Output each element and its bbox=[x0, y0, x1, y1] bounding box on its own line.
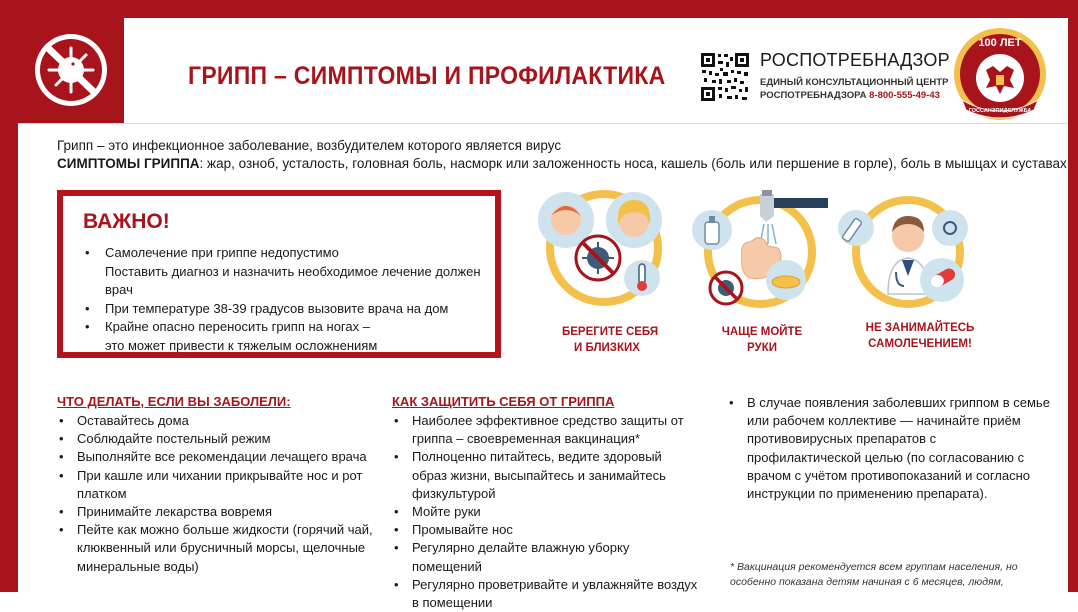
col2-heading: КАК ЗАЩИТИТЬ СЕБЯ ОТ ГРИППА bbox=[392, 394, 615, 409]
important-item: • Крайне опасно переносить грипп на ногах – это может привести к тяжелым осложнениям bbox=[83, 318, 495, 355]
hotline-phone: 8-800-555-49-43 bbox=[869, 90, 940, 101]
list-item: • Мойте руки bbox=[392, 503, 700, 521]
list-item: • Регулярно делайте влажную уборку помещений bbox=[392, 539, 700, 575]
list-item: • При кашле или чихании прикрывайте нос и рот платком bbox=[57, 467, 375, 503]
symptoms-label: СИМПТОМЫ ГРИППА bbox=[57, 156, 200, 171]
col1-heading: ЧТО ДЕЛАТЬ, ЕСЛИ ВЫ ЗАБОЛЕЛИ: bbox=[57, 394, 291, 409]
list-item: • Оставайтесь дома bbox=[57, 412, 375, 430]
vaccination-footnote: * Вакцинация рекомендуется всем группам населения, но особенно показана детям начиная с 6 месяцев, людям, bbox=[730, 561, 1018, 588]
important-title: ВАЖНО! bbox=[83, 210, 170, 233]
qr-code-icon bbox=[700, 52, 750, 102]
org-subtitle bbox=[760, 76, 948, 102]
list-item: • Регулярно проветривайте и увлажняйте воздух в помещении bbox=[392, 576, 700, 612]
emblem-ribbon-text: ГОССАНЭПИДСЛУЖБА bbox=[968, 108, 1032, 114]
intro-text: Грипп – это инфекционное заболевание, возбудителем которого является вирус bbox=[57, 138, 562, 153]
col2-list bbox=[392, 412, 700, 612]
list-item: • Пейте как можно больше жидкости (горячий чай, клюквенный или брусничный морсы, щелочные минеральные воды) bbox=[57, 521, 375, 576]
right-frame-bar bbox=[1068, 0, 1078, 592]
header-divider bbox=[18, 123, 1068, 124]
important-box bbox=[57, 190, 501, 358]
org-sub-line2: РОСПОТРЕБНАДЗОРА bbox=[760, 90, 867, 101]
caption-no-self-treatment: НЕ ЗАНИМАЙТЕСЬ САМОЛЕЧЕНИЕМ! bbox=[865, 322, 975, 350]
org-sub-line1: ЕДИНЫЙ КОНСУЛЬТАЦИОННЫЙ ЦЕНТР bbox=[760, 77, 949, 88]
important-item: • Самолечение при гриппе недопустимо Поставить диагноз и назначить необходимое лечение должен врач bbox=[83, 244, 495, 300]
symptoms-line bbox=[57, 156, 1067, 171]
caption-family: БЕРЕГИТЕ СЕБЯ И БЛИЗКИХ bbox=[562, 326, 659, 354]
doctor-icon bbox=[838, 186, 978, 316]
list-item: • Принимайте лекарства вовремя bbox=[57, 503, 375, 521]
hand-washing-icon bbox=[690, 186, 830, 316]
col1-list bbox=[57, 412, 375, 576]
left-frame-bar bbox=[0, 0, 18, 592]
top-frame-bar bbox=[0, 0, 1078, 18]
anniversary-emblem-icon bbox=[952, 26, 1048, 122]
list-item: • Выполняйте все рекомендации лечащего врача bbox=[57, 448, 375, 466]
family-protection-icon bbox=[532, 186, 672, 316]
no-virus-badge bbox=[18, 18, 124, 123]
no-virus-icon bbox=[18, 18, 124, 123]
page-title: ГРИПП – СИМПТОМЫ И ПРОФИЛАКТИКА bbox=[188, 62, 666, 90]
list-item: • Промывайте нос bbox=[392, 521, 700, 539]
symptoms-text: : жар, озноб, усталость, головная боль, насморк или заложенность носа, кашель (боль или першение в горле), боль в мышцах и суставах bbox=[199, 156, 1067, 171]
important-list bbox=[83, 244, 495, 355]
important-item: • При температуре 38-39 градусов вызовите врача на дом bbox=[83, 300, 495, 319]
caption-wash-hands: ЧАЩЕ МОЙТЕ РУКИ bbox=[721, 326, 803, 354]
list-item: • Наиболее эффективное средство защиты от гриппа – своевременная вакцинация* bbox=[392, 412, 700, 448]
list-item: • Полноценно питайтесь, ведите здоровый образ жизни, высыпайтесь и занимайтесь физкультурой bbox=[392, 448, 700, 503]
col3-list bbox=[727, 394, 1052, 503]
list-item: • Соблюдайте постельный режим bbox=[57, 430, 375, 448]
org-name: РОСПОТРЕБНАДЗОР bbox=[760, 50, 950, 70]
list-item: • В случае появления заболевших гриппом в семье или рабочем коллективе — начинайте приём противовирусных препаратов с профилактической целью (по согласованию с врачом с учётом противопоказаний и согласно инструкции по применению препарата). bbox=[727, 394, 1052, 503]
emblem-years-text: 100 ЛЕТ bbox=[978, 37, 1022, 49]
